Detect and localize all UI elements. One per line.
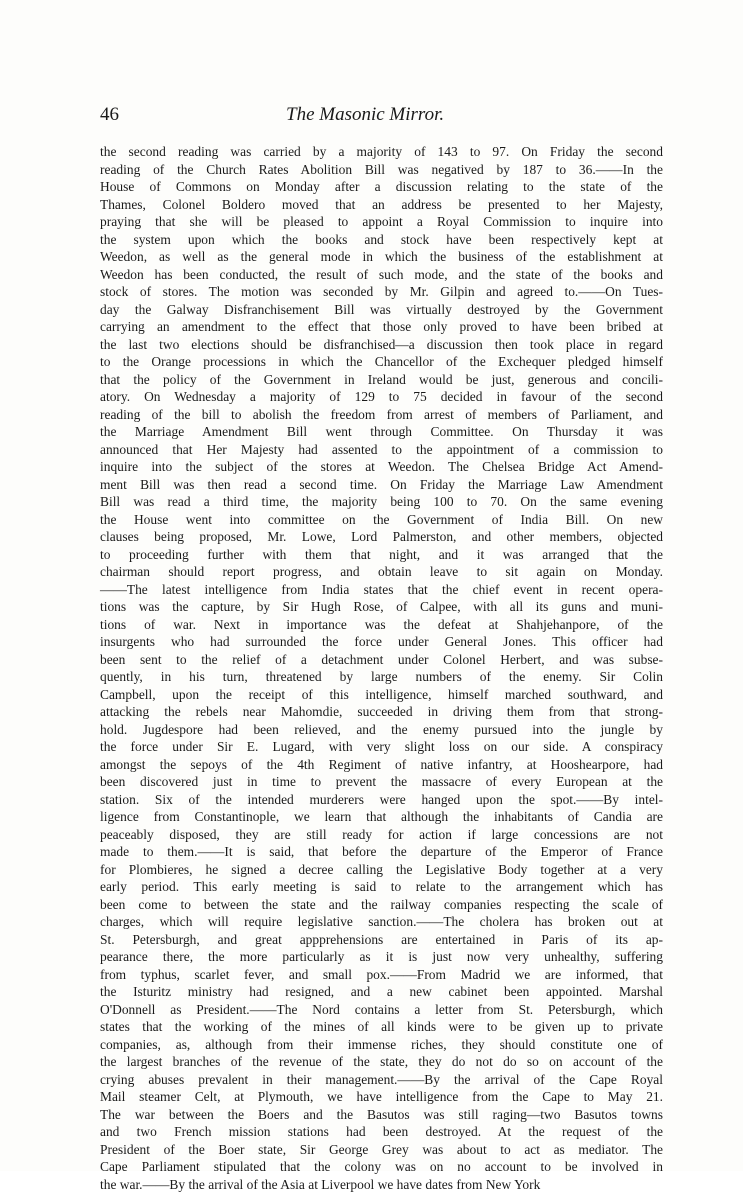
text-line: the House went into committee on the Government of India Bill. On new: [100, 511, 663, 529]
text-line: the last two elections should be disfranchised—a discussion then took place in regard: [100, 336, 663, 354]
text-line: peaceably disposed, they are still ready for action if large concessions are not: [100, 826, 663, 844]
text-line: stock of stores. The motion was seconded by Mr. Gilpin and agreed to.——On Tues-: [100, 283, 663, 301]
text-line: attacking the rebels near Mahomdie, succeeded in driving them from that strong-: [100, 703, 663, 721]
text-line: Thames, Colonel Boldero moved that an address be presented to her Majesty,: [100, 196, 663, 214]
text-line: Weedon has been conducted, the result of such mode, and the state of the books and: [100, 266, 663, 284]
text-line: that the policy of the Government in Ireland would be just, generous and concili-: [100, 371, 663, 389]
text-line: ——The latest intelligence from India states that the chief event in recent opera-: [100, 581, 663, 599]
text-line: tions of war. Next in importance was the defeat at Shahjehanpore, of the: [100, 616, 663, 634]
text-line: The war between the Boers and the Basutos was still raging—two Basutos towns: [100, 1106, 663, 1124]
running-header: [100, 104, 670, 134]
text-line: Weedon, as well as the general mode in which the business of the establishment at: [100, 248, 663, 266]
text-line: carrying an amendment to the effect that those only proved to have been bribed at: [100, 318, 663, 336]
text-line: to proceeding further with them that night, and it was arranged that the: [100, 546, 663, 564]
text-line: quently, in his turn, threatened by large numbers of the enemy. Sir Colin: [100, 668, 663, 686]
text-line: ment Bill was then read a second time. On Friday the Marriage Law Amendment: [100, 476, 663, 494]
text-line: been sent to the relief of a detachment under Colonel Herbert, and was subse-: [100, 651, 663, 669]
text-line: ligence from Constantinople, we learn that although the inhabitants of Candia are: [100, 808, 663, 826]
text-line: been come to between the state and the railway companies respecting the scale of: [100, 896, 663, 914]
text-line: for Plombieres, he signed a decree calling the Legislative Body together at a very: [100, 861, 663, 879]
text-line: the Marriage Amendment Bill went through Committee. On Thursday it was: [100, 423, 663, 441]
text-line: crying abuses prevalent in their management.——By the arrival of the Cape Royal: [100, 1071, 663, 1089]
text-line: reading of the Church Rates Abolition Bill was negatived by 187 to 36.——In the: [100, 161, 663, 179]
text-line: reading of the bill to abolish the freedom from arrest of members of Parliament, and: [100, 406, 663, 424]
text-line: hold. Jugdespore had been relieved, and the enemy pursued into the jungle by: [100, 721, 663, 739]
text-line: Bill was read a third time, the majority being 100 to 70. On the same evening: [100, 493, 663, 511]
text-line: amongst the sepoys of the 4th Regiment of native infantry, at Hooshearpore, had: [100, 756, 663, 774]
text-line: the Isturitz ministry had resigned, and a new cabinet been appointed. Marshal: [100, 983, 663, 1001]
text-line: praying that she will be pleased to appoint a Royal Commission to inquire into: [100, 213, 663, 231]
text-line: station. Six of the intended murderers were hanged upon the spot.——By intel-: [100, 791, 663, 809]
text-line: O'Donnell as President.——The Nord contains a letter from St. Petersburgh, which: [100, 1001, 663, 1019]
text-line: early period. This early meeting is said to relate to the arrangement which has: [100, 878, 663, 896]
text-line: chairman should report progress, and obtain leave to sit again on Monday.: [100, 563, 663, 581]
text-line: been discovered just in time to prevent the massacre of every European at the: [100, 773, 663, 791]
text-line: companies, as, although from their immense riches, they should constitute one of: [100, 1036, 663, 1054]
text-line: Mail steamer Celt, at Plymouth, we have intelligence from the Cape to May 21.: [100, 1088, 663, 1106]
text-line: the second reading was carried by a majority of 143 to 97. On Friday the second: [100, 143, 663, 161]
text-line: the largest branches of the revenue of the state, they do not do so on account of the: [100, 1053, 663, 1071]
text-line: the force under Sir E. Lugard, with very slight loss on our side. A conspiracy: [100, 738, 663, 756]
text-line: atory. On Wednesday a majority of 129 to 75 decided in favour of the second: [100, 388, 663, 406]
text-line: clauses being proposed, Mr. Lowe, Lord Palmerston, and other members, objected: [100, 528, 663, 546]
text-line: insurgents who had surrounded the force under General Jones. This officer had: [100, 633, 663, 651]
text-line: to the Orange processions in which the Chancellor of the Exchequer pledged himself: [100, 353, 663, 371]
text-line: charges, which will require legislative sanction.——The cholera has broken out at: [100, 913, 663, 931]
running-title: The Masonic Mirror.: [286, 104, 444, 126]
page-number: 46: [100, 104, 119, 126]
text-line: and two French mission stations had been destroyed. At the request of the: [100, 1123, 663, 1141]
text-line: St. Petersburgh, and great appprehensions are entertained in Paris of its ap-: [100, 931, 663, 949]
text-line: announced that Her Majesty had assented to the appointment of a commission to: [100, 441, 663, 459]
text-line: inquire into the subject of the stores at Weedon. The Chelsea Bridge Act Amend-: [100, 458, 663, 476]
text-line: Cape Parliament stipulated that the colony was on no account to be involved in: [100, 1158, 663, 1176]
text-line: the system upon which the books and stock have been respectively kept at: [100, 231, 663, 249]
text-line: House of Commons on Monday after a discussion relating to the state of the: [100, 178, 663, 196]
text-line: the war.——By the arrival of the Asia at Liverpool we have dates from New York: [100, 1176, 663, 1193]
text-line: President of the Boer state, Sir George Grey was about to act as mediator. The: [100, 1141, 663, 1159]
text-line: from typhus, scarlet fever, and small pox.——From Madrid we are informed, that: [100, 966, 663, 984]
text-line: tions was the capture, by Sir Hugh Rose, of Calpee, with all its guns and muni-: [100, 598, 663, 616]
text-line: Campbell, upon the receipt of this intelligence, himself marched southward, and: [100, 686, 663, 704]
text-line: pearance there, the more particularly as it is just now very unhealthy, suffering: [100, 948, 663, 966]
text-line: states that the working of the mines of all kinds were to be given up to private: [100, 1018, 663, 1036]
article-body: [100, 143, 663, 1193]
text-line: day the Galway Disfranchisement Bill was virtually destroyed by the Government: [100, 301, 663, 319]
text-line: made to them.——It is said, that before the departure of the Emperor of France: [100, 843, 663, 861]
